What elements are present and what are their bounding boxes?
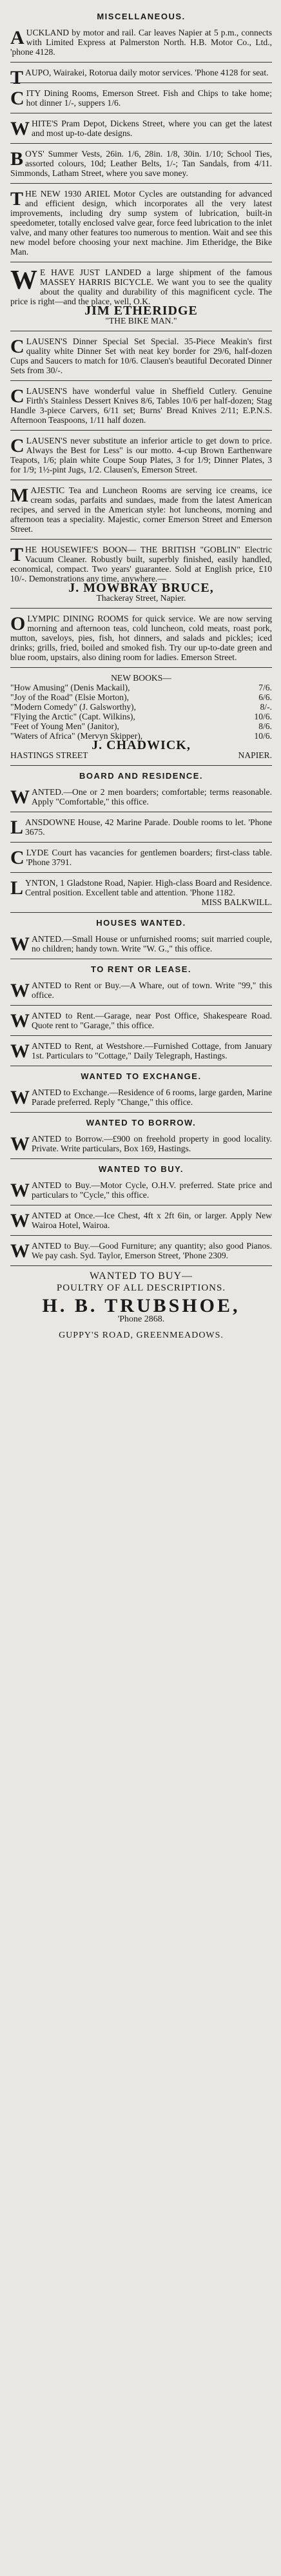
ad-text: LAUSEN'S have wonderful value in Sheffield Cutlery. Genuine Firth's Stainless Dessert Knives 8/6, Tables 10/6 per half-dozen; Stag Handle 3-piece Carvers, 6/11 set; Burns' Bread Knives 2/11; E.P.N.S. Afternoon Teaspoons, 1/11 half dozen. (10, 386, 272, 425)
advertiser-tagline: "THE BIKE MAN." (105, 316, 177, 326)
drop-cap: C (10, 88, 24, 109)
ad-text: ANTED to Exchange.—Residence of 6 rooms, large garden, Marine Parade preferred. Reply "Change," this office. (32, 1088, 272, 1107)
ad-text: ITY Dining Rooms, Emerson Street. Fish and Chips to take home; hot dinner 1/-, suppers 1/6. (26, 88, 272, 108)
book-item (10, 692, 272, 702)
advertiser-name: J. CHADWICK, (92, 738, 191, 752)
ad-item (10, 878, 272, 907)
drop-cap: T (10, 544, 24, 565)
ad-text: AUPO, Wairakei, Rotorua daily motor services. 'Phone 4128 for seat. (25, 68, 269, 77)
drop-cap: W (10, 266, 37, 295)
ad-text: ANTED to Rent, at Westshore.—Furnished Cottage, from January 1st. Particulars to "Cottage," Daily Telegraph, Hastings. (32, 1041, 272, 1060)
ad-text: HITE'S Pram Depot, Dickens Street, where you can get the latest and most up-to-date designs. (32, 119, 272, 138)
section-heading-miscellaneous: MISCELLANEOUS. (97, 12, 186, 21)
book-title: "Modern Comedy" (J. Galsworthy), (10, 702, 136, 712)
divider (10, 765, 272, 766)
book-item (10, 721, 272, 731)
ad-text: E HAVE JUST LANDED a large shipment of the famous MASSEY HARRIS BICYCLE. We want you to see the quality about the quality and durability of this magnificent cycle. The price is right—and the place, well, O.K. (10, 268, 272, 306)
ad-poultry (10, 1271, 272, 1340)
address-town: NAPIER. (238, 750, 272, 760)
ad-item (10, 386, 272, 425)
drop-cap: W (10, 1040, 30, 1062)
drop-cap: T (10, 67, 24, 88)
drop-cap: T (10, 188, 24, 210)
ad-text: LYMPIC DINING ROOMS for quick service. We are now serving morning and afternoon teas, cold luncheon, cold meats, roast pork, mutton, saveloys, pies, fish, hot dinners, and salads and pickles; iced drinks; grills, fried, boiled and smoked fish. Try our up-to-date green and blue room, upstairs, also dining room for ladies. Emerson Street. (10, 614, 272, 662)
ad-item (10, 88, 272, 108)
book-item (10, 712, 272, 721)
ad-item (10, 189, 272, 257)
drop-cap: C (10, 847, 24, 868)
drop-cap: W (10, 1180, 30, 1201)
divider (10, 842, 272, 843)
section-heading-board: BOARD AND RESIDENCE. (79, 771, 204, 781)
ad-item (10, 119, 272, 138)
drop-cap: C (10, 336, 24, 357)
poultry-line-2: POULTRY OF ALL DESCRIPTIONS. (56, 1283, 226, 1293)
drop-cap: L (10, 877, 24, 899)
divider (10, 608, 272, 609)
ad-item (10, 1041, 272, 1060)
ad-item (10, 1211, 272, 1230)
advertiser-address: GUPPY'S ROAD, GREENMEADOWS. (59, 1331, 224, 1340)
ad-text: UCKLAND by motor and rail. Car leaves Napier at 5 p.m., connects with Limited Express at Palmerston North. H.B. Motor Co., Ltd., 'phone 4128. (10, 28, 272, 57)
drop-cap: W (10, 786, 30, 808)
ad-item (10, 981, 272, 1000)
advertiser-name: H. B. TRUBSHOE, (42, 1295, 240, 1316)
ad-text: ANTED at Once.—Ice Chest, 4ft x 2ft 6in, or larger. Apply New Wairoa Hotel, Wairoa. (32, 1211, 272, 1230)
drop-cap: C (10, 385, 24, 407)
drop-cap: W (10, 1010, 30, 1031)
ad-text: LYDE Court has vacancies for gentlemen boarders; first-class table. 'Phone 3791. (26, 848, 272, 867)
divider (10, 143, 272, 144)
divider (10, 539, 272, 540)
ad-text: ANTED to Rent or Buy.—A Whare, out of town. Write "99," this office. (32, 981, 272, 1000)
ad-item (10, 149, 272, 178)
ad-text: ANTED.—One or 2 men boarders; comfortable; terms reasonable. Apply "Comfortable," this office. (32, 787, 272, 806)
section-heading-houses: HOUSES WANTED. (96, 918, 186, 928)
drop-cap: W (10, 118, 30, 139)
drop-cap: W (10, 1210, 30, 1231)
ad-text: YNTON, 1 Gladstone Road, Napier. High-class Board and Residence. Central position. Excellent table and attention. 'Phone 1182. (25, 878, 272, 897)
drop-cap: L (10, 817, 24, 838)
drop-cap: M (10, 485, 29, 506)
ad-text: ANTED to Buy.—Good Furniture; any quantity; also good Pianos. We pay cash. Syd. Taylor, Emerson Street, 'Phone 2309. (32, 1241, 272, 1260)
drop-cap: W (10, 1133, 30, 1155)
ad-signature: MISS BALKWILL. (201, 897, 272, 907)
ad-text: AJESTIC Tea and Luncheon Rooms are serving ice creams, ice cream sodas, parfaits and sundaes, made from the latest American recipes, and served in the American style: hot luncheons, morning and afternoon teas a speciality. Majestic, corner Emerson Street and Emerson Street. (10, 485, 272, 534)
ad-item (10, 1134, 272, 1153)
divider (10, 1005, 272, 1006)
ad-item (10, 1011, 272, 1030)
ad-item (10, 28, 272, 57)
ad-text: HE NEW 1930 ARIEL Motor Cycles are outstanding for advanced and efficient design, which incorporates all the very latest improvements, including dry sump system of lubrication, built-in speedometer, totally enclosed valve gear, force feed lubrication to the inlet valve, and many other features too numerous to mention. Wait and see this new model before choosing your next machine. Jim Etheridge, the Bike Man. (10, 189, 272, 257)
advertiser-name: J. MOWBRAY BRUCE, (68, 581, 214, 595)
ad-item (10, 1241, 272, 1260)
ad-olympic (10, 614, 272, 662)
divider (10, 1112, 272, 1113)
drop-cap: C (10, 435, 24, 456)
books-title: NEW BOOKS— (111, 673, 171, 683)
book-price: 6/6. (258, 692, 272, 702)
ad-text: LAUSEN'S Dinner Special Set Special. 35-Piece Meakin's first quality white Dinner Set with neat key border for 29/6, half-dozen Cups and Saucers to match for 10/6. Clausen's beautiful Decorated Dinner Sets from 30/-. (10, 337, 272, 375)
book-price: 10/6. (254, 712, 272, 721)
book-title: "Flying the Arctic" (Capt. Wilkins), (10, 712, 135, 721)
ad-item (10, 1180, 272, 1200)
book-price: 10/6. (254, 731, 272, 741)
drop-cap: W (10, 1087, 30, 1108)
book-item (10, 702, 272, 712)
divider (10, 62, 272, 63)
drop-cap: W (10, 980, 30, 1001)
section-heading-borrow: WANTED TO BORROW. (86, 1118, 197, 1127)
advertiser-address: Thackeray Street, Napier. (96, 593, 186, 603)
ad-text: ANTED to Rent.—Garage, near Post Office, Shakespeare Road. Quote rent to "Garage," this office. (32, 1011, 272, 1030)
ad-massey (10, 268, 272, 326)
section-heading-buy: WANTED TO BUY. (99, 1164, 184, 1174)
drop-cap: W (10, 1240, 30, 1262)
advertiser-phone: 'Phone 2868. (117, 1314, 165, 1324)
book-title: "Feet of Young Men" (Janitor), (10, 721, 119, 731)
book-title: "Waters of Africa" (Mervyn Skipper), (10, 731, 143, 741)
drop-cap: W (10, 933, 30, 955)
drop-cap: A (10, 27, 24, 48)
drop-cap: O (10, 613, 26, 634)
ad-item (10, 436, 272, 474)
divider (10, 183, 272, 184)
book-price: 8/6. (258, 721, 272, 731)
book-price: 7/6. (258, 683, 272, 692)
misc-ads (10, 28, 272, 760)
ad-item (10, 848, 272, 867)
drop-cap: B (10, 148, 24, 170)
book-title: "Joy of the Road" (Elsie Morton), (10, 692, 130, 702)
divider (10, 1235, 272, 1236)
divider (10, 872, 272, 873)
ad-item (10, 485, 272, 534)
divider (10, 1035, 272, 1036)
book-title: "How Amusing" (Denis Mackail), (10, 683, 130, 692)
divider (10, 430, 272, 431)
ad-item (10, 1088, 272, 1107)
ad-text: ANTED.—Small House or unfurnished rooms; suit married couple, no children; handy town. Write "W. G.," this office. (32, 934, 272, 953)
divider (10, 667, 272, 668)
poultry-line-1: WANTED TO BUY— (89, 1271, 193, 1282)
ad-text: HE HOUSEWIFE'S BOON— THE BRITISH "GOBLIN" Electric Vacuum Cleaner. Robustly built, superbly finished, easily handled, economical, compact. Two years' guarantee. Sold at English price, £10 10/-. Demonstrations any time, anywhere.— (10, 545, 272, 583)
ad-item (10, 934, 272, 953)
ad-text: OYS' Summer Vests, 26in. 1/6, 28in. 1/8, 30in. 1/10; School Ties, assorted colours, 10d; Leather Belts, 1/-; Tan Sandals, from 4/11. Simmonds, Latham Street, where you save money. (10, 149, 272, 178)
book-item (10, 683, 272, 692)
ad-text: ANTED to Buy.—Motor Cycle, O.H.V. preferred. State price and particulars to "Cycle," this office. (32, 1180, 272, 1200)
divider (10, 1158, 272, 1159)
ad-text: LAUSEN'S never substitute an inferior article to get down to price. Always the Best for Less" is our motto. 4-cup Brown Earthenware Teapots, 1/6; plain white Coupe Soup Plates, 3 for 1/9; Dinner Plates, 3 for 1/9; 1½-pint Jugs, 1/2. Clausen's, Emerson Street. (10, 436, 272, 474)
ad-item (10, 817, 272, 837)
advertiser-name: JIM ETHERIDGE (84, 304, 198, 318)
ad-text: ANTED to Borrow.—£900 on freehold property in good locality. Private. Write particulars, Box 169, Hastings. (32, 1134, 272, 1153)
section-heading-exchange: WANTED TO EXCHANGE. (81, 1071, 202, 1081)
ad-item (10, 67, 272, 88)
section-heading-rent: TO RENT OR LEASE. (91, 964, 191, 974)
divider (10, 380, 272, 381)
ad-goblin (10, 545, 272, 603)
divider (10, 1265, 272, 1266)
book-price: 8/-. (260, 702, 272, 712)
ad-item (10, 787, 272, 806)
address-street: HASTINGS STREET (10, 750, 88, 760)
divider (10, 912, 272, 913)
ad-item (10, 337, 272, 375)
ad-text: ANSDOWNE House, 42 Marine Parade. Double rooms to let. 'Phone 3675. (25, 817, 272, 837)
ad-books (10, 673, 272, 760)
